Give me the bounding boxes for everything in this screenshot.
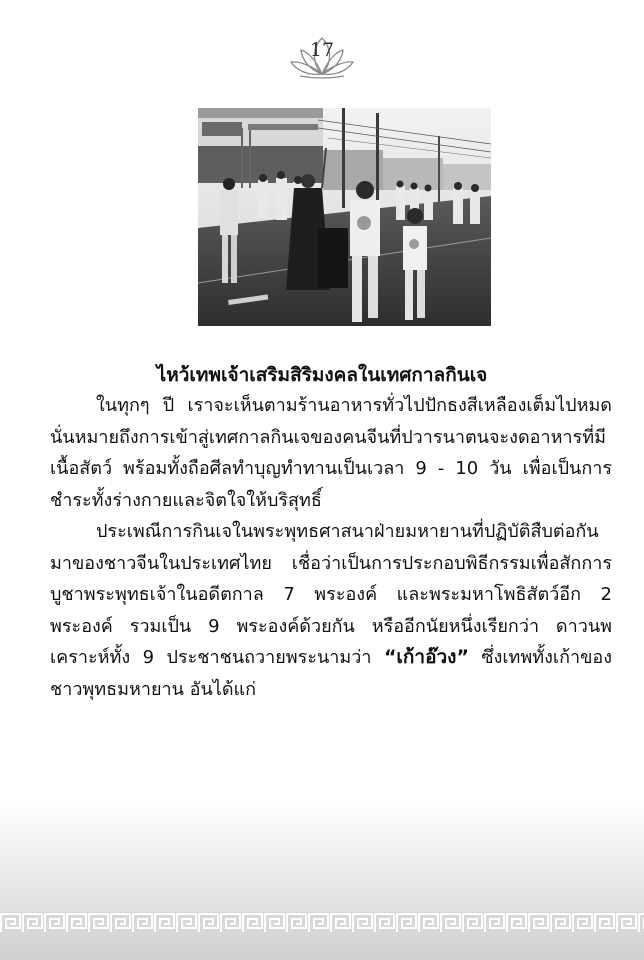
page-number-badge xyxy=(288,34,356,80)
paragraph-1-text: ในทุกๆ ปี เราจะเห็นตามร้านอาหารทั่วไปปักธงสีเหลืองเต็มไปหมด นั่นหมายถึงการเข้าสู่เทศกาลกินเจของคนจีนที่ปวารนาตนจะงดอาหารที่มีเนื้อสัตว์ พร้อมทั้งถือศีลทำบุญทำทานเป็นเวลา 9 - 10 วัน เพื่อเป็นการชำระทั้งร่างกายและจิตใจให้บริสุทธิ์ xyxy=(50,395,612,511)
highlighted-term: “เก้าอ๊วง” xyxy=(383,646,469,668)
article xyxy=(0,360,644,705)
greek-key-border xyxy=(0,912,644,934)
paragraph-2 xyxy=(0,516,644,705)
article-title: ไหว้เทพเจ้าเสริมสิริมงคลในเทศกาลกินเจ xyxy=(156,364,488,386)
festival-procession-photo xyxy=(198,108,491,326)
paragraph-1 xyxy=(0,390,644,516)
paragraph-2-text: ประเพณีการกินเจในพระพุทธศาสนาฝ่ายมหายานที่ปฏิบัติสืบต่อกันมาของชาวจีนในประเทศไทย เชื่อว่าเป็นการประกอบพิธีกรรมเพื่อสักการบูชาพระพุทธเจ้าในอดีตกาล 7 พระองค์ และพระมหาโพธิสัตว์อีก 2 พระองค์ รวมเป็น 9 พระองค์ด้วยกัน หรืออีกนัยหนึ่งเรียกว่า ดาวนพเคราะห์ทั้ง 9 ประชาชนถวายพระนามว่า xyxy=(50,521,612,668)
paragraph-2-tail: ซึ่งเทพทั้งเก้าของชาวพุทธมหายาน อันได้แก่ xyxy=(50,647,612,700)
page-number: 17 xyxy=(309,39,335,61)
